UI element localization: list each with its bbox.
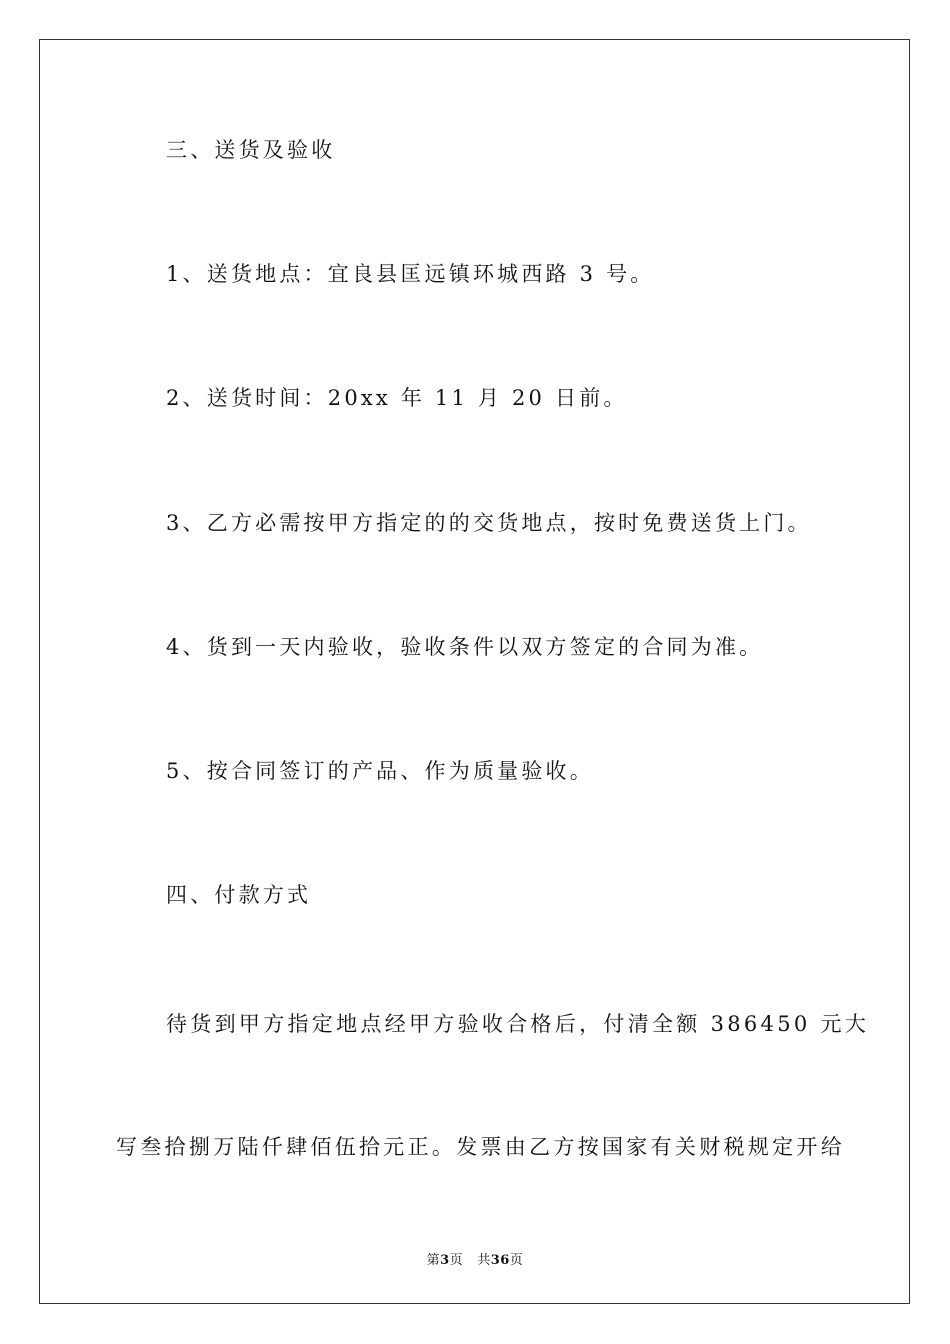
page-border: [39, 39, 910, 1304]
paragraph-delivery-time: 2、送货时间：20xx 年 11 月 20 日前。: [166, 386, 628, 410]
page-suffix: 页: [449, 1253, 464, 1268]
paragraph-delivery-location: 1、送货地点：宜良县匡远镇环城西路 3 号。: [166, 262, 655, 286]
page-number: 3: [440, 1253, 450, 1268]
paragraph-delivery-obligation: 3、乙方必需按甲方指定的的交货地点，按时免费送货上门。: [166, 511, 812, 535]
section-heading-delivery: 三、送货及验收: [166, 138, 336, 162]
total-pages: 36: [490, 1253, 510, 1268]
total-prefix: 共: [477, 1253, 491, 1268]
total-suffix: 页: [509, 1253, 524, 1268]
paragraph-payment-line-2: 写叁拾捌万陆仟肆佰伍拾元正。发票由乙方按国家有关财税规定开给: [116, 1135, 845, 1159]
paragraph-quality-inspection: 5、按合同签订的产品、作为质量验收。: [166, 759, 594, 783]
paragraph-payment-line-1: 待货到甲方指定地点经甲方验收合格后，付清全额 386450 元大: [166, 1012, 870, 1036]
page-prefix: 第: [426, 1253, 441, 1268]
page-footer: [0, 1249, 950, 1268]
section-heading-payment: 四、付款方式: [166, 883, 312, 907]
paragraph-inspection-terms: 4、货到一天内验收，验收条件以双方签定的合同为准。: [166, 635, 764, 659]
